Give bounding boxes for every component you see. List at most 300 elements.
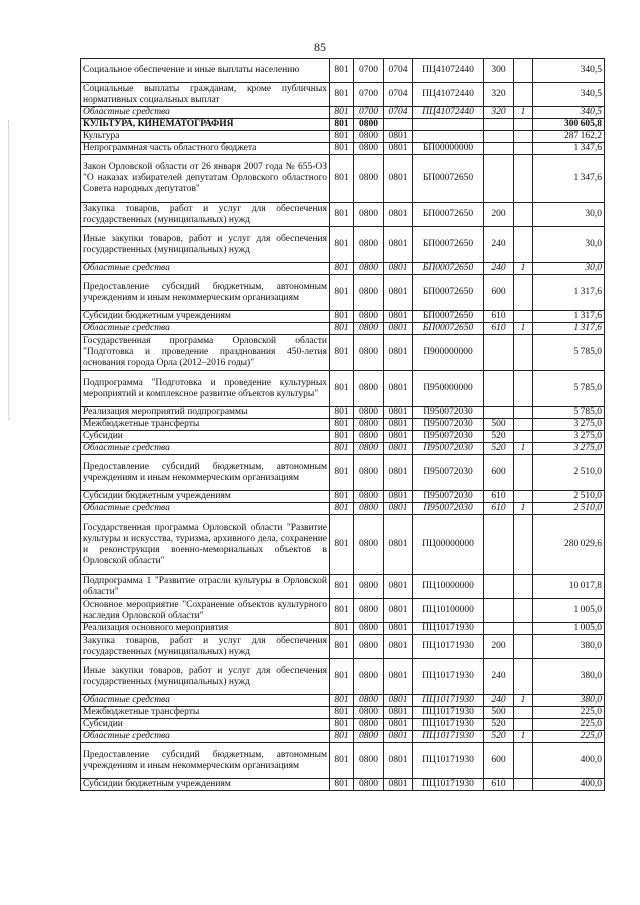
cell-name: КУЛЬТУРА, КИНЕМАТОГРАФИЯ <box>81 119 330 131</box>
table-row <box>81 443 605 455</box>
cell-subsection: 0801 <box>384 311 413 323</box>
cell-section: 0700 <box>354 59 384 83</box>
cell-admin-code: 801 <box>330 743 354 779</box>
cell-name: Подпрограмма "Подготовка и проведение культурных мероприятий и комплексное развитие объектов культуры" <box>81 371 330 407</box>
cell-admin-code: 801 <box>330 371 354 407</box>
cell-name: Областные средства <box>81 443 330 455</box>
cell-target-article: БП00072650 <box>413 203 484 227</box>
cell-subsection: 0801 <box>384 455 413 491</box>
cell-name: Субсидии бюджетным учреждениям <box>81 779 330 791</box>
table-row <box>81 83 605 107</box>
cell-subsection: 0801 <box>384 707 413 719</box>
cell-subsection: 0801 <box>384 719 413 731</box>
table-row <box>81 227 605 263</box>
cell-expense-type: 200 <box>484 203 514 227</box>
cell-subsection: 0801 <box>384 443 413 455</box>
cell-target-article: ПЦ10171930 <box>413 623 484 635</box>
cell-amount: 3 275,0 <box>533 431 605 443</box>
cell-subsection: 0801 <box>384 203 413 227</box>
cell-source: 1 <box>514 107 533 119</box>
cell-admin-code: 801 <box>330 695 354 707</box>
cell-section: 0800 <box>354 599 384 623</box>
cell-target-article: ПЦ41072440 <box>413 59 484 83</box>
cell-expense-type: 300 <box>484 59 514 83</box>
cell-admin-code: 801 <box>330 599 354 623</box>
cell-amount: 1 005,0 <box>533 599 605 623</box>
table-row <box>81 59 605 83</box>
table-row <box>81 707 605 719</box>
cell-expense-type: 610 <box>484 503 514 515</box>
cell-subsection: 0801 <box>384 575 413 599</box>
cell-section: 0800 <box>354 407 384 419</box>
cell-source <box>514 203 533 227</box>
cell-target-article: БП00072650 <box>413 227 484 263</box>
cell-target-article: П950072030 <box>413 419 484 431</box>
cell-source <box>514 707 533 719</box>
cell-section: 0800 <box>354 335 384 371</box>
cell-admin-code: 801 <box>330 275 354 311</box>
cell-amount: 5 785,0 <box>533 335 605 371</box>
cell-expense-type: 240 <box>484 695 514 707</box>
cell-section: 0800 <box>354 227 384 263</box>
cell-expense-type: 610 <box>484 779 514 791</box>
cell-section: 0800 <box>354 635 384 659</box>
cell-admin-code: 801 <box>330 623 354 635</box>
cell-expense-type: 520 <box>484 443 514 455</box>
cell-amount: 30,0 <box>533 263 605 275</box>
cell-section: 0800 <box>354 491 384 503</box>
cell-target-article: П950072030 <box>413 503 484 515</box>
cell-target-article: ПЦ10100000 <box>413 599 484 623</box>
cell-section: 0800 <box>354 695 384 707</box>
cell-subsection: 0801 <box>384 371 413 407</box>
cell-target-article: ПЦ10171930 <box>413 779 484 791</box>
cell-expense-type: 500 <box>484 707 514 719</box>
cell-target-article: БП00072650 <box>413 311 484 323</box>
cell-subsection: 0801 <box>384 695 413 707</box>
cell-admin-code: 801 <box>330 323 354 335</box>
cell-admin-code: 801 <box>330 419 354 431</box>
table-row <box>81 779 605 791</box>
cell-amount: 1 317,6 <box>533 323 605 335</box>
cell-name: Областные средства <box>81 263 330 275</box>
cell-admin-code: 801 <box>330 131 354 143</box>
cell-admin-code: 801 <box>330 227 354 263</box>
cell-source <box>514 59 533 83</box>
cell-admin-code: 801 <box>330 707 354 719</box>
cell-target-article: ПЦ10171930 <box>413 695 484 707</box>
cell-source: 1 <box>514 443 533 455</box>
cell-source <box>514 575 533 599</box>
cell-admin-code: 801 <box>330 491 354 503</box>
cell-subsection: 0801 <box>384 623 413 635</box>
cell-section: 0800 <box>354 371 384 407</box>
cell-source: 1 <box>514 323 533 335</box>
cell-expense-type: 610 <box>484 491 514 503</box>
cell-expense-type: 240 <box>484 227 514 263</box>
cell-subsection: 0801 <box>384 227 413 263</box>
table-row <box>81 371 605 407</box>
cell-amount: 340,5 <box>533 83 605 107</box>
cell-name: Предоставление субсидий бюджетным, автономным учреждениям и иным некоммерческим организациям <box>81 455 330 491</box>
cell-name: Областные средства <box>81 731 330 743</box>
cell-expense-type: 240 <box>484 659 514 695</box>
page-number: 85 <box>314 40 326 54</box>
cell-target-article: П900000000 <box>413 335 484 371</box>
cell-source: 1 <box>514 503 533 515</box>
cell-admin-code: 801 <box>330 407 354 419</box>
cell-source <box>514 419 533 431</box>
cell-expense-type: 200 <box>484 635 514 659</box>
cell-source: 1 <box>514 731 533 743</box>
cell-subsection: 0801 <box>384 431 413 443</box>
cell-name: Государственная программа Орловской области "Подготовка и проведение празднования 450-летия основания города Орла (2012–2016 годы)" <box>81 335 330 371</box>
table-row <box>81 143 605 155</box>
cell-section: 0700 <box>354 107 384 119</box>
cell-target-article: ПЦ00000000 <box>413 515 484 575</box>
cell-name: Культура <box>81 131 330 143</box>
cell-expense-type: 520 <box>484 719 514 731</box>
table-row <box>81 335 605 371</box>
cell-source <box>514 119 533 131</box>
cell-section: 0800 <box>354 275 384 311</box>
cell-section: 0800 <box>354 455 384 491</box>
cell-amount: 1 347,6 <box>533 143 605 155</box>
cell-name: Субсидии <box>81 431 330 443</box>
cell-amount: 340,5 <box>533 59 605 83</box>
cell-admin-code: 801 <box>330 503 354 515</box>
cell-admin-code: 801 <box>330 443 354 455</box>
cell-section: 0800 <box>354 155 384 203</box>
cell-expense-type <box>484 335 514 371</box>
cell-subsection: 0801 <box>384 323 413 335</box>
cell-source <box>514 659 533 695</box>
cell-admin-code: 801 <box>330 335 354 371</box>
cell-admin-code: 801 <box>330 455 354 491</box>
table-row <box>81 515 605 575</box>
cell-expense-type: 600 <box>484 275 514 311</box>
cell-subsection: 0801 <box>384 143 413 155</box>
cell-target-article: П950072030 <box>413 431 484 443</box>
cell-source <box>514 335 533 371</box>
cell-source <box>514 407 533 419</box>
cell-subsection: 0801 <box>384 743 413 779</box>
cell-source <box>514 131 533 143</box>
cell-amount: 225,0 <box>533 707 605 719</box>
cell-subsection: 0801 <box>384 659 413 695</box>
cell-section: 0800 <box>354 743 384 779</box>
cell-expense-type <box>484 155 514 203</box>
cell-name: Государственная программа Орловской области "Развитие культуры и искусства, туризма, архивного дела, сохранение и реконструкция военно-мемориальных объектов в Орловской области" <box>81 515 330 575</box>
cell-amount: 1 347,6 <box>533 155 605 203</box>
cell-name: Субсидии <box>81 719 330 731</box>
cell-target-article: П950072030 <box>413 407 484 419</box>
cell-admin-code: 801 <box>330 659 354 695</box>
table-row <box>81 743 605 779</box>
cell-subsection: 0801 <box>384 635 413 659</box>
cell-source <box>514 635 533 659</box>
cell-name: Областные средства <box>81 695 330 707</box>
cell-source <box>514 491 533 503</box>
cell-amount: 380,0 <box>533 695 605 707</box>
cell-target-article: БП00072650 <box>413 323 484 335</box>
cell-section: 0800 <box>354 779 384 791</box>
cell-source <box>514 275 533 311</box>
cell-amount: 340,5 <box>533 107 605 119</box>
cell-expense-type <box>484 407 514 419</box>
table-row <box>81 155 605 203</box>
cell-subsection: 0801 <box>384 515 413 575</box>
cell-name: Закупка товаров, работ и услуг для обеспечения государственных (муниципальных) нужд <box>81 203 330 227</box>
cell-amount: 5 785,0 <box>533 407 605 419</box>
table-row <box>81 131 605 143</box>
cell-admin-code: 801 <box>330 311 354 323</box>
table-row <box>81 659 605 695</box>
cell-amount: 380,0 <box>533 635 605 659</box>
cell-section: 0800 <box>354 659 384 695</box>
table-row <box>81 323 605 335</box>
cell-source <box>514 455 533 491</box>
cell-name: Субсидии бюджетным учреждениям <box>81 491 330 503</box>
cell-name: Областные средства <box>81 503 330 515</box>
cell-expense-type: 610 <box>484 311 514 323</box>
cell-name: Закупка товаров, работ и услуг для обеспечения государственных (муниципальных) нужд <box>81 635 330 659</box>
cell-section: 0800 <box>354 311 384 323</box>
cell-expense-type <box>484 515 514 575</box>
cell-section: 0800 <box>354 719 384 731</box>
cell-source <box>514 227 533 263</box>
cell-admin-code: 801 <box>330 731 354 743</box>
cell-name: Предоставление субсидий бюджетным, автономным учреждениям и иным некоммерческим организациям <box>81 743 330 779</box>
cell-section: 0800 <box>354 443 384 455</box>
cell-admin-code: 801 <box>330 203 354 227</box>
cell-amount: 3 275,0 <box>533 419 605 431</box>
cell-section: 0800 <box>354 623 384 635</box>
cell-subsection: 0801 <box>384 599 413 623</box>
cell-amount: 400,0 <box>533 779 605 791</box>
cell-name: Межбюджетные трансферты <box>81 707 330 719</box>
cell-admin-code: 801 <box>330 779 354 791</box>
cell-section: 0800 <box>354 731 384 743</box>
table-row <box>81 203 605 227</box>
cell-name: Социальные выплаты гражданам, кроме публичных нормативных социальных выплат <box>81 83 330 107</box>
cell-source <box>514 431 533 443</box>
cell-name: Субсидии бюджетным учреждениям <box>81 311 330 323</box>
cell-source <box>514 599 533 623</box>
cell-subsection: 0801 <box>384 263 413 275</box>
cell-expense-type: 320 <box>484 83 514 107</box>
cell-target-article: ПЦ10000000 <box>413 575 484 599</box>
cell-admin-code: 801 <box>330 719 354 731</box>
cell-source: 1 <box>514 263 533 275</box>
cell-amount: 1 317,6 <box>533 311 605 323</box>
cell-name: Областные средства <box>81 323 330 335</box>
cell-subsection: 0704 <box>384 59 413 83</box>
cell-section: 0800 <box>354 131 384 143</box>
cell-target-article: БП00072650 <box>413 155 484 203</box>
cell-source <box>514 515 533 575</box>
cell-expense-type: 520 <box>484 431 514 443</box>
cell-admin-code: 801 <box>330 143 354 155</box>
table-row <box>81 623 605 635</box>
cell-subsection: 0801 <box>384 131 413 143</box>
cell-target-article: П950072030 <box>413 443 484 455</box>
cell-section: 0800 <box>354 203 384 227</box>
cell-section: 0700 <box>354 83 384 107</box>
cell-amount: 225,0 <box>533 719 605 731</box>
cell-amount: 2 510,0 <box>533 455 605 491</box>
cell-admin-code: 801 <box>330 119 354 131</box>
cell-target-article: П950000000 <box>413 371 484 407</box>
table-row <box>81 431 605 443</box>
cell-target-article: ПЦ10171930 <box>413 743 484 779</box>
cell-amount: 2 510,0 <box>533 503 605 515</box>
cell-admin-code: 801 <box>330 59 354 83</box>
cell-name: Основное мероприятие "Сохранение объектов культурного наследия Орловской области" <box>81 599 330 623</box>
cell-expense-type <box>484 575 514 599</box>
cell-section: 0800 <box>354 707 384 719</box>
cell-amount: 2 510,0 <box>533 491 605 503</box>
cell-source <box>514 371 533 407</box>
cell-source <box>514 83 533 107</box>
cell-amount: 30,0 <box>533 227 605 263</box>
cell-admin-code: 801 <box>330 515 354 575</box>
cell-target-article: ПЦ41072440 <box>413 83 484 107</box>
cell-expense-type <box>484 599 514 623</box>
cell-subsection <box>384 119 413 131</box>
cell-target-article: БП00072650 <box>413 263 484 275</box>
cell-admin-code: 801 <box>330 83 354 107</box>
table-row <box>81 599 605 623</box>
cell-amount: 3 275,0 <box>533 443 605 455</box>
cell-expense-type: 610 <box>484 323 514 335</box>
cell-target-article <box>413 131 484 143</box>
cell-admin-code: 801 <box>330 107 354 119</box>
cell-expense-type <box>484 131 514 143</box>
cell-amount: 30,0 <box>533 203 605 227</box>
cell-expense-type <box>484 623 514 635</box>
cell-admin-code: 801 <box>330 263 354 275</box>
cell-name: Межбюджетные трансферты <box>81 419 330 431</box>
cell-target-article: ПЦ10171930 <box>413 731 484 743</box>
cell-expense-type: 320 <box>484 107 514 119</box>
cell-section: 0800 <box>354 503 384 515</box>
cell-expense-type: 520 <box>484 731 514 743</box>
cell-subsection: 0801 <box>384 407 413 419</box>
cell-expense-type: 500 <box>484 419 514 431</box>
cell-amount: 300 605,8 <box>533 119 605 131</box>
cell-amount: 287 162,2 <box>533 131 605 143</box>
cell-expense-type <box>484 371 514 407</box>
cell-target-article: ПЦ41072440 <box>413 107 484 119</box>
cell-expense-type: 240 <box>484 263 514 275</box>
cell-source <box>514 779 533 791</box>
table-row <box>81 503 605 515</box>
cell-amount: 225,0 <box>533 731 605 743</box>
table-row <box>81 311 605 323</box>
cell-name: Областные средства <box>81 107 330 119</box>
cell-source <box>514 311 533 323</box>
cell-admin-code: 801 <box>330 155 354 203</box>
cell-name: Предоставление субсидий бюджетным, автономным учреждениям и иным некоммерческим организациям <box>81 275 330 311</box>
cell-subsection: 0801 <box>384 155 413 203</box>
table-body <box>81 59 605 791</box>
cell-amount: 280 029,6 <box>533 515 605 575</box>
table-row <box>81 275 605 311</box>
cell-source <box>514 743 533 779</box>
cell-name: Закон Орловской области от 26 января 2007 года № 655-ОЗ "О наказах избирателей депутатам Орловского областного Совета народных депутатов" <box>81 155 330 203</box>
cell-expense-type <box>484 143 514 155</box>
cell-amount: 10 017,8 <box>533 575 605 599</box>
cell-target-article: П950072030 <box>413 455 484 491</box>
cell-expense-type: 600 <box>484 455 514 491</box>
cell-section: 0800 <box>354 143 384 155</box>
cell-section: 0800 <box>354 515 384 575</box>
cell-section: 0800 <box>354 263 384 275</box>
cell-name: Подпрограмма 1 "Развитие отрасли культуры в Орловской области" <box>81 575 330 599</box>
table-row <box>81 695 605 707</box>
cell-source <box>514 719 533 731</box>
cell-source <box>514 155 533 203</box>
table-row <box>81 575 605 599</box>
budget-table <box>80 58 605 791</box>
cell-target-article: БП00072650 <box>413 275 484 311</box>
table-row <box>81 419 605 431</box>
table-row <box>81 719 605 731</box>
cell-amount: 380,0 <box>533 659 605 695</box>
cell-subsection: 0801 <box>384 335 413 371</box>
cell-target-article: ПЦ10171930 <box>413 707 484 719</box>
table-row <box>81 455 605 491</box>
cell-name: Иные закупки товаров, работ и услуг для обеспечения государственных (муниципальных) нужд <box>81 227 330 263</box>
cell-target-article: ПЦ10171930 <box>413 635 484 659</box>
cell-target-article: БП00000000 <box>413 143 484 155</box>
cell-amount: 400,0 <box>533 743 605 779</box>
table-row <box>81 407 605 419</box>
cell-subsection: 0801 <box>384 275 413 311</box>
scan-margin-line <box>8 120 9 420</box>
cell-target-article: П950072030 <box>413 491 484 503</box>
cell-target-article <box>413 119 484 131</box>
table-row <box>81 731 605 743</box>
cell-section: 0800 <box>354 119 384 131</box>
cell-subsection: 0801 <box>384 731 413 743</box>
table-row <box>81 491 605 503</box>
cell-subsection: 0704 <box>384 83 413 107</box>
cell-admin-code: 801 <box>330 575 354 599</box>
cell-section: 0800 <box>354 419 384 431</box>
cell-admin-code: 801 <box>330 635 354 659</box>
cell-name: Реализация основного мероприятия <box>81 623 330 635</box>
cell-expense-type: 600 <box>484 743 514 779</box>
cell-amount: 5 785,0 <box>533 371 605 407</box>
cell-subsection: 0704 <box>384 107 413 119</box>
cell-source: 1 <box>514 695 533 707</box>
table-row <box>81 107 605 119</box>
cell-expense-type <box>484 119 514 131</box>
cell-name: Социальное обеспечение и иные выплаты населению <box>81 59 330 83</box>
cell-source <box>514 143 533 155</box>
table-row <box>81 635 605 659</box>
cell-section: 0800 <box>354 575 384 599</box>
cell-subsection: 0801 <box>384 419 413 431</box>
cell-name: Иные закупки товаров, работ и услуг для обеспечения государственных (муниципальных) нужд <box>81 659 330 695</box>
cell-subsection: 0801 <box>384 503 413 515</box>
cell-name: Непрограммная часть областного бюджета <box>81 143 330 155</box>
cell-amount: 1 317,6 <box>533 275 605 311</box>
cell-subsection: 0801 <box>384 491 413 503</box>
cell-amount: 1 005,0 <box>533 623 605 635</box>
